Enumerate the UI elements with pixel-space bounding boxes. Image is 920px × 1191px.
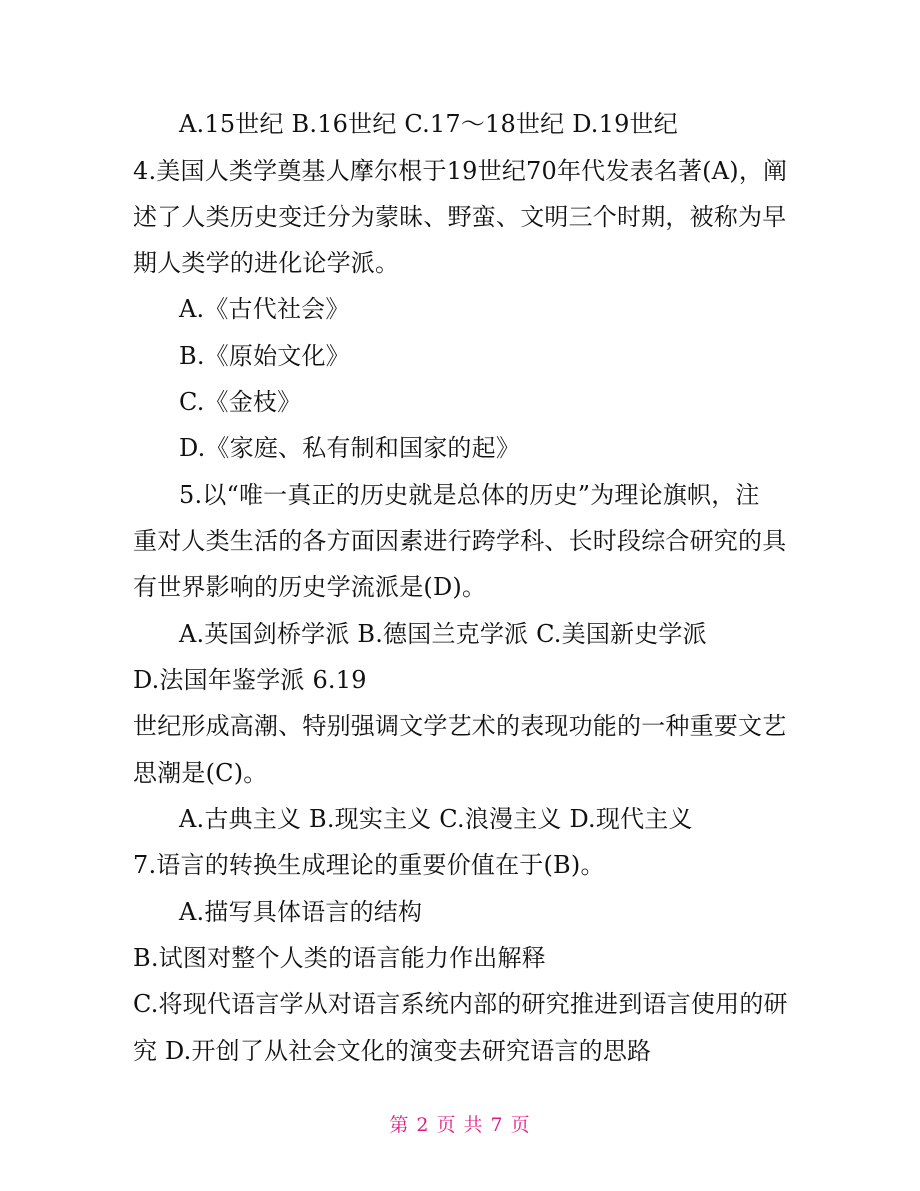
q7-option-c-d-line-2: 究 D.开创了从社会文化的演变去研究语言的思路 (133, 1037, 652, 1065)
q7-option-b: B.试图对整个人类的语言能力作出解释 (133, 944, 546, 972)
q4-option-a: A.《古代社会》 (179, 295, 350, 323)
page-footer: 第 2 页 共 7 页 (389, 1114, 531, 1136)
question-7-line-1: 7.语言的转换生成理论的重要价值在于(B)。 (133, 851, 605, 879)
question-6-line-1: 世纪形成高潮、特别强调文学艺术的表现功能的一种重要文艺 (133, 712, 787, 740)
q7-option-a: A.描写具体语言的结构 (179, 898, 423, 926)
q5-options-line-1: A.英国剑桥学派 B.德国兰克学派 C.美国新史学派 (179, 620, 707, 648)
question-5-line-1: 5.以“唯一真正的历史就是总体的历史”为理论旗帜，注 (179, 481, 760, 509)
option-line-q3: A.15世纪 B.16世纪 C.17～18世纪 D.19世纪 (179, 110, 678, 138)
question-4-line-3: 期人类学的进化论学派。 (133, 249, 400, 277)
q7-option-c-line-1: C.将现代语言学从对语言系统内部的研究推进到语言使用的研 (133, 990, 788, 1018)
question-6-line-2: 思潮是(C)。 (133, 759, 268, 787)
question-5-line-3: 有世界影响的历史学流派是(D)。 (133, 573, 487, 601)
q5-options-line-2: D.法国年鉴学派 6.19 (133, 666, 367, 694)
q4-option-c: C.《金枝》 (179, 388, 302, 416)
q6-options: A.古典主义 B.现实主义 C.浪漫主义 D.现代主义 (179, 805, 693, 833)
question-4-line-2: 述了人类历史变迁分为蒙昧、野蛮、文明三个时期，被称为早 (133, 203, 787, 231)
q4-option-d: D.《家庭、私有制和国家的起》 (179, 434, 521, 462)
question-5-line-2: 重对人类生活的各方面因素进行跨学科、长时段综合研究的具 (133, 527, 787, 555)
q4-option-b: B.《原始文化》 (179, 342, 350, 370)
question-4-line-1: 4.美国人类学奠基人摩尔根于19世纪70年代发表名著(A)，阐 (133, 157, 788, 185)
